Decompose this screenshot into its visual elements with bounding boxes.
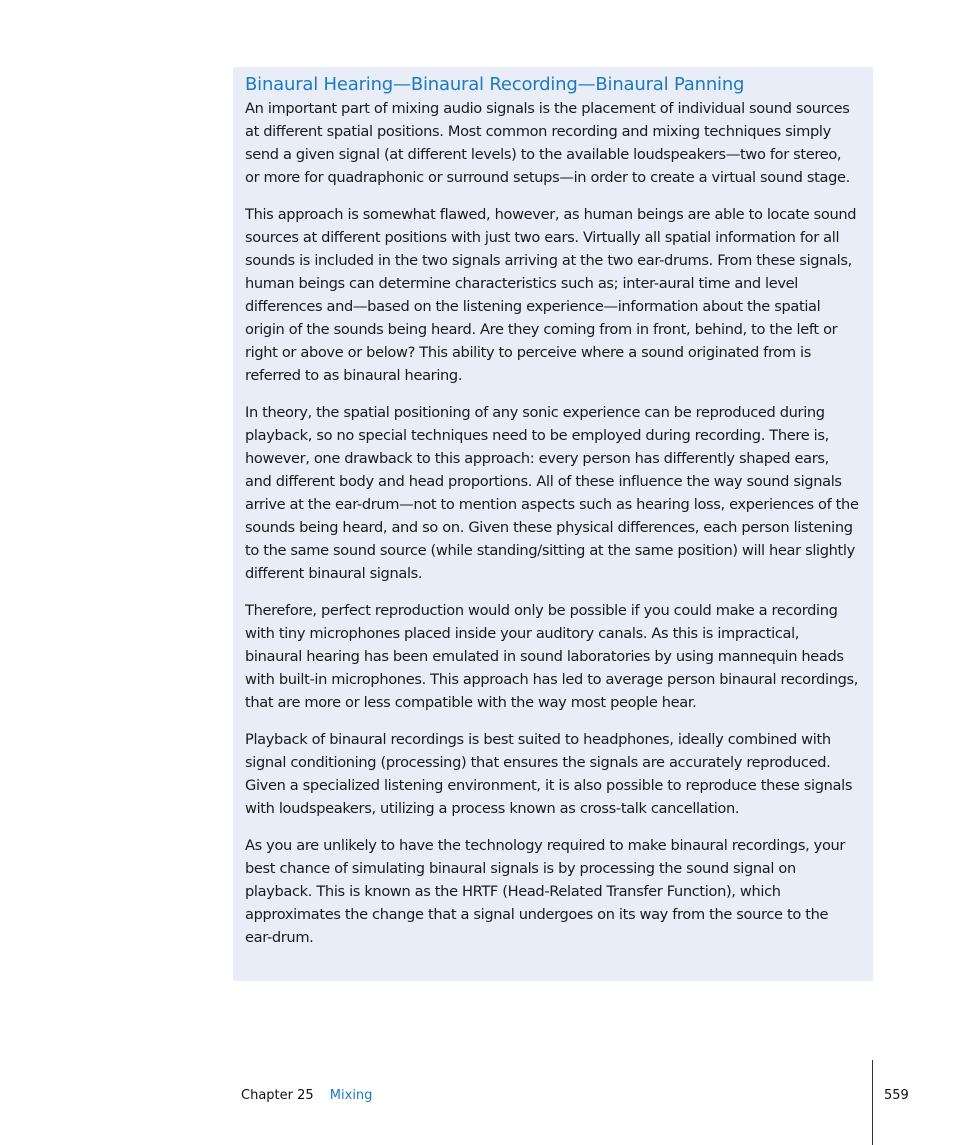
footer-section-link[interactable]: Mixing [329, 1088, 373, 1103]
page-footer [241, 1088, 372, 1103]
page-number: 559 [884, 1088, 909, 1103]
sidebar-paragraph-2: This approach is somewhat flawed, however, as human beings are able to locate sound sources at different positions with just two ears. Virtually all spatial information for all sounds is included in the two signals arriving at the two ear-drums. From these signals, human beings can determine characteristics such as; inter-aural time and level differences and—based on the listening experience—information about the spatial origin of the sounds being heard. Are they coming from in front, behind, to the left or right or above or below? This ability to perceive where a sound originated from is referred to as binaural hearing. [245, 206, 857, 384]
sidebar-box [233, 67, 873, 981]
sidebar-paragraph-5: Playback of binaural recordings is best suited to headphones, ideally combined with signal conditioning (processing) that ensures the signals are accurately reproduced. Given a specialized listening environment, it is also possible to reproduce these signals with loudspeakers, utilizing a process known as cross-talk cancellation. [245, 731, 853, 817]
sidebar-paragraph-3: In theory, the spatial positioning of any sonic experience can be reproduced during playback, so no special techniques need to be employed during recording. There is, however, one drawback to this approach: every person has differently shaped ears, and different body and head proportions. All of these influence the way sound signals arrive at the ear-drum—not to mention aspects such as hearing loss, experiences of the sounds being heard, and so on. Given these physical differences, each person listening to the same sound source (while standing/sitting at the same position) will hear slightly different binaural signals. [245, 404, 859, 582]
footer-divider [872, 1060, 873, 1145]
sidebar-paragraph-4: Therefore, perfect reproduction would only be possible if you could make a recording with tiny microphones placed inside your auditory canals. As this is impractical, binaural hearing has been emulated in sound laboratories by using mannequin heads with built-in microphones. This approach has led to average person binaural recordings, that are more or less compatible with the way most people hear. [245, 602, 859, 711]
sidebar-paragraph-6: As you are unlikely to have the technology required to make binaural recordings, your best chance of simulating binaural signals is by processing the sound signal on playback. This is known as the HRTF (Head-Related Transfer Function), which approximates the change that a signal undergoes on its way from the source to the ear-drum. [245, 837, 846, 946]
sidebar-title: Binaural Hearing—Binaural Recording—Binaural Panning [245, 74, 745, 95]
footer-chapter: Chapter 25 [241, 1088, 314, 1103]
sidebar-paragraph-1: An important part of mixing audio signals is the placement of individual sound sources at different spatial positions. Most common recording and mixing techniques simply send a given signal (at different levels) to the available loudspeakers—two for stereo, or more for quadraphonic or surround setups—in order to create a virtual sound stage. [245, 100, 850, 186]
